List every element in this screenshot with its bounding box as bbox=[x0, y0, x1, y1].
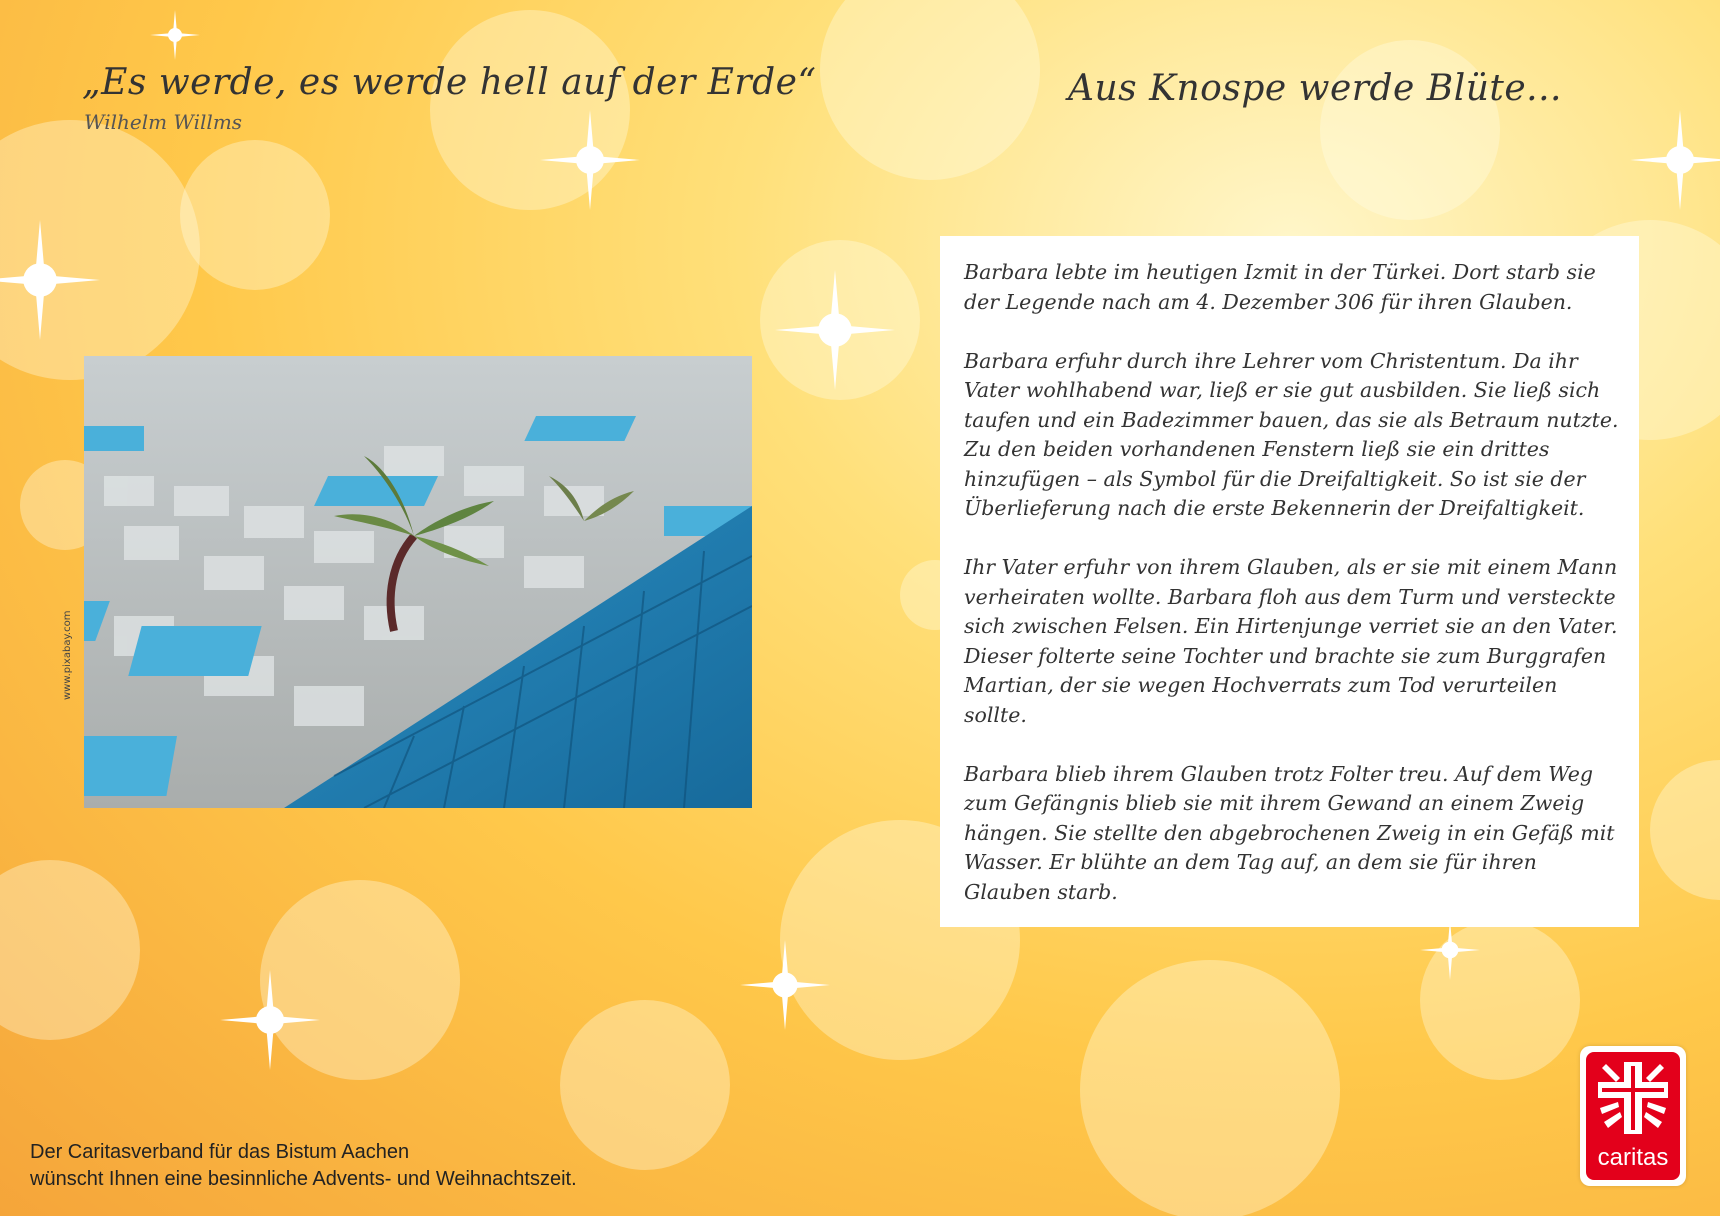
sparkle-icon bbox=[0, 220, 100, 340]
footer-line-2: wünscht Ihnen eine besinnliche Advents- und Weihnachtszeit. bbox=[30, 1168, 577, 1190]
photo-credit: www.pixabay.com bbox=[62, 610, 73, 700]
story-text-box bbox=[940, 236, 1639, 927]
story-paragraph: Ihr Vater erfuhr von ihrem Glauben, als er sie mit einem Mann verheiraten wollte. Barbara floh aus dem Turm und versteckte sich zwischen Felsen. Ein Hirtenjunge verriet sie an den Vater. Dieser folterte seine Tochter und brachte sie zum Burggrafen Martian, der sie wegen Hochverrats zum Tod verurteilen sollte. bbox=[964, 555, 1618, 727]
caritas-logo-text: caritas bbox=[1597, 1144, 1669, 1171]
sparkle-icon bbox=[150, 10, 200, 60]
caritas-flame-cross-icon bbox=[1586, 1052, 1680, 1142]
sparkle-icon bbox=[220, 970, 320, 1070]
sparkle-icon bbox=[740, 940, 830, 1030]
story-paragraph: Barbara lebte im heutigen Izmit in der Türkei. Dort starb sie der Legende nach am 4. Dezember 306 für ihren Glauben. bbox=[964, 260, 1596, 314]
sparkle-icon bbox=[775, 270, 895, 390]
caritas-logo bbox=[1580, 1046, 1686, 1186]
left-page-title: „Es werde, es werde hell auf der Erde“ bbox=[82, 62, 817, 103]
caritas-logo-red-panel bbox=[1586, 1052, 1680, 1180]
story-paragraph: Barbara blieb ihrem Glauben trotz Folter treu. Auf dem Weg zum Gefängnis blieb sie mit ihrem Gewand an einem Zweig hängen. Sie stellte den abgebrochenen Zweig in ein Gefäß mit Wasser. Er blühte an dem Tag auf, an dem sie für ihren Glauben starb. bbox=[964, 761, 1615, 904]
story-paragraph: Barbara erfuhr durch ihre Lehrer vom Christentum. Da ihr Vater wohlhabend war, ließ er sie gut ausbilden. Sie ließ sich taufen und ein Badezimmer bauen, das sie als Betraum nutzte. Zu den beiden vorhandenen Fenstern ließ sie ein drittes hinzufügen – als Symbol für die Dreifaltigkeit. So ist sie der Überlieferung nach die erste Bekennerin der Dreifaltigkeit. bbox=[964, 348, 1619, 520]
sparkle-icon bbox=[1420, 920, 1480, 980]
sparkle-icon bbox=[540, 110, 640, 210]
quote-author: Wilhelm Willms bbox=[84, 110, 243, 134]
sprout-photo bbox=[84, 356, 752, 808]
sparkle-icon bbox=[1630, 110, 1720, 210]
sprout-on-tiles-illustration bbox=[84, 356, 752, 808]
footer-line-1: Der Caritasverband für das Bistum Aachen bbox=[30, 1141, 410, 1163]
right-page-title: Aus Knospe werde Blüte... bbox=[1068, 68, 1562, 109]
